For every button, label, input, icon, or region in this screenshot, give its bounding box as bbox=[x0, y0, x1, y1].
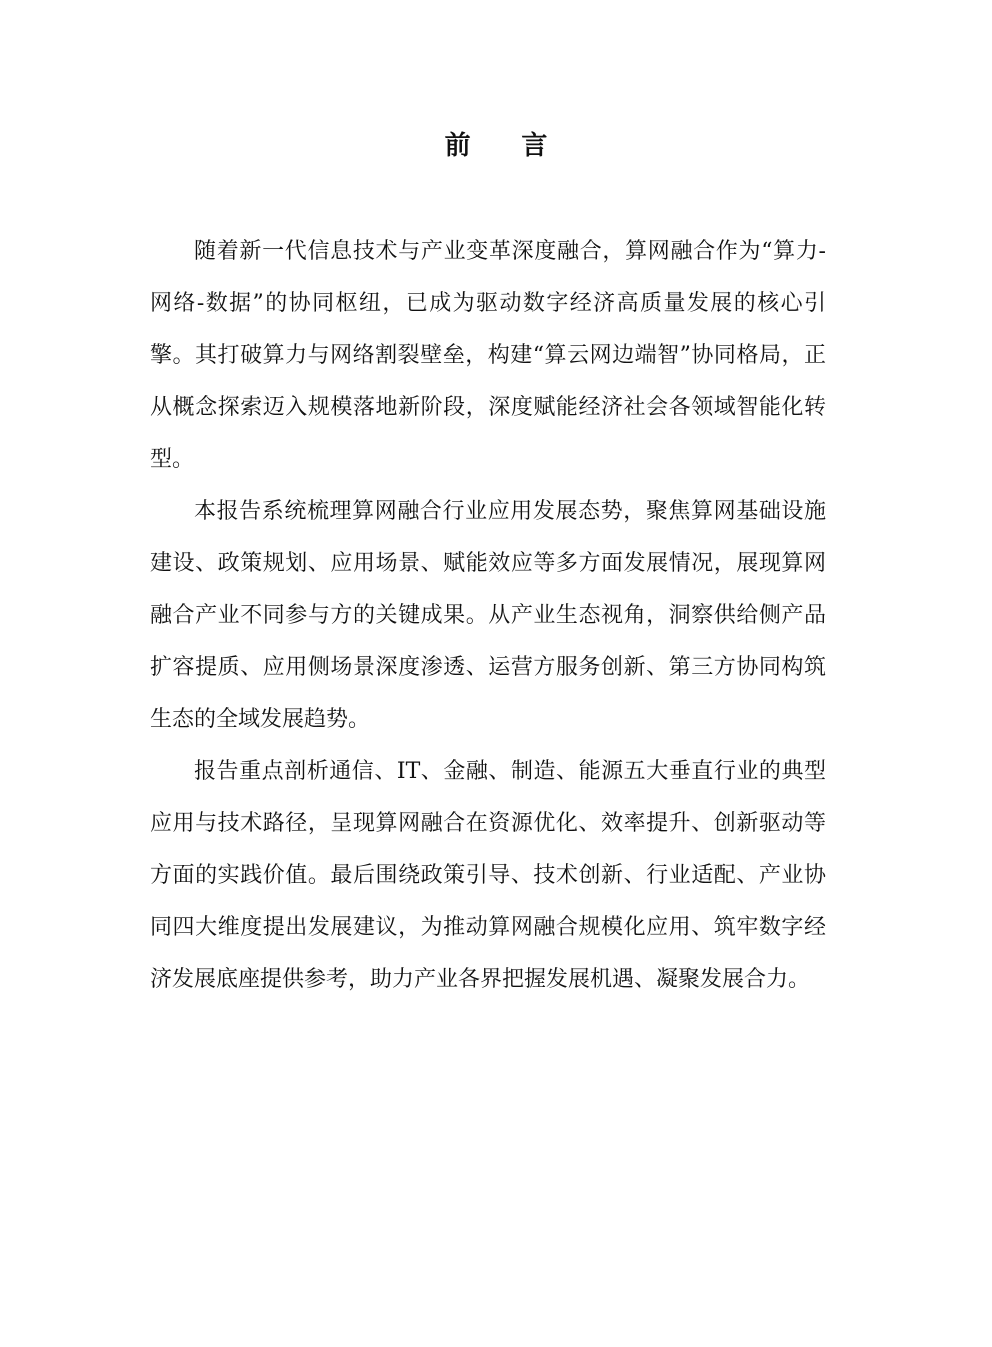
preface-body bbox=[150, 226, 826, 1006]
page-title: 前 言 bbox=[444, 131, 569, 161]
paragraph: 随着新一代信息技术与产业变革深度融合，算网融合作为“算力-网络-数据”的协同枢纽，已成为驱动数字经济高质量发展的核心引擎。其打破算力与网络割裂壁垒，构建“算云网边端智”协同格局，正从概念探索迈入规模落地新阶段，深度赋能经济社会各领域智能化转型。 bbox=[150, 239, 826, 472]
paragraph: 报告重点剖析通信、IT、金融、制造、能源五大垂直行业的典型应用与技术路径，呈现算网融合在资源优化、效率提升、创新驱动等方面的实践价值。最后围绕政策引导、技术创新、行业适配、产业协同四大维度提出发展建议，为推动算网融合规模化应用、筑牢数字经济发展底座提供参考，助力产业各界把握发展机遇、凝聚发展合力。 bbox=[150, 759, 826, 992]
paragraph: 本报告系统梳理算网融合行业应用发展态势，聚焦算网基础设施建设、政策规划、应用场景、赋能效应等多方面发展情况，展现算网融合产业不同参与方的关键成果。从产业生态视角，洞察供给侧产品扩容提质、应用侧场景深度渗透、运营方服务创新、第三方协同构筑生态的全域发展趋势。 bbox=[150, 499, 826, 732]
